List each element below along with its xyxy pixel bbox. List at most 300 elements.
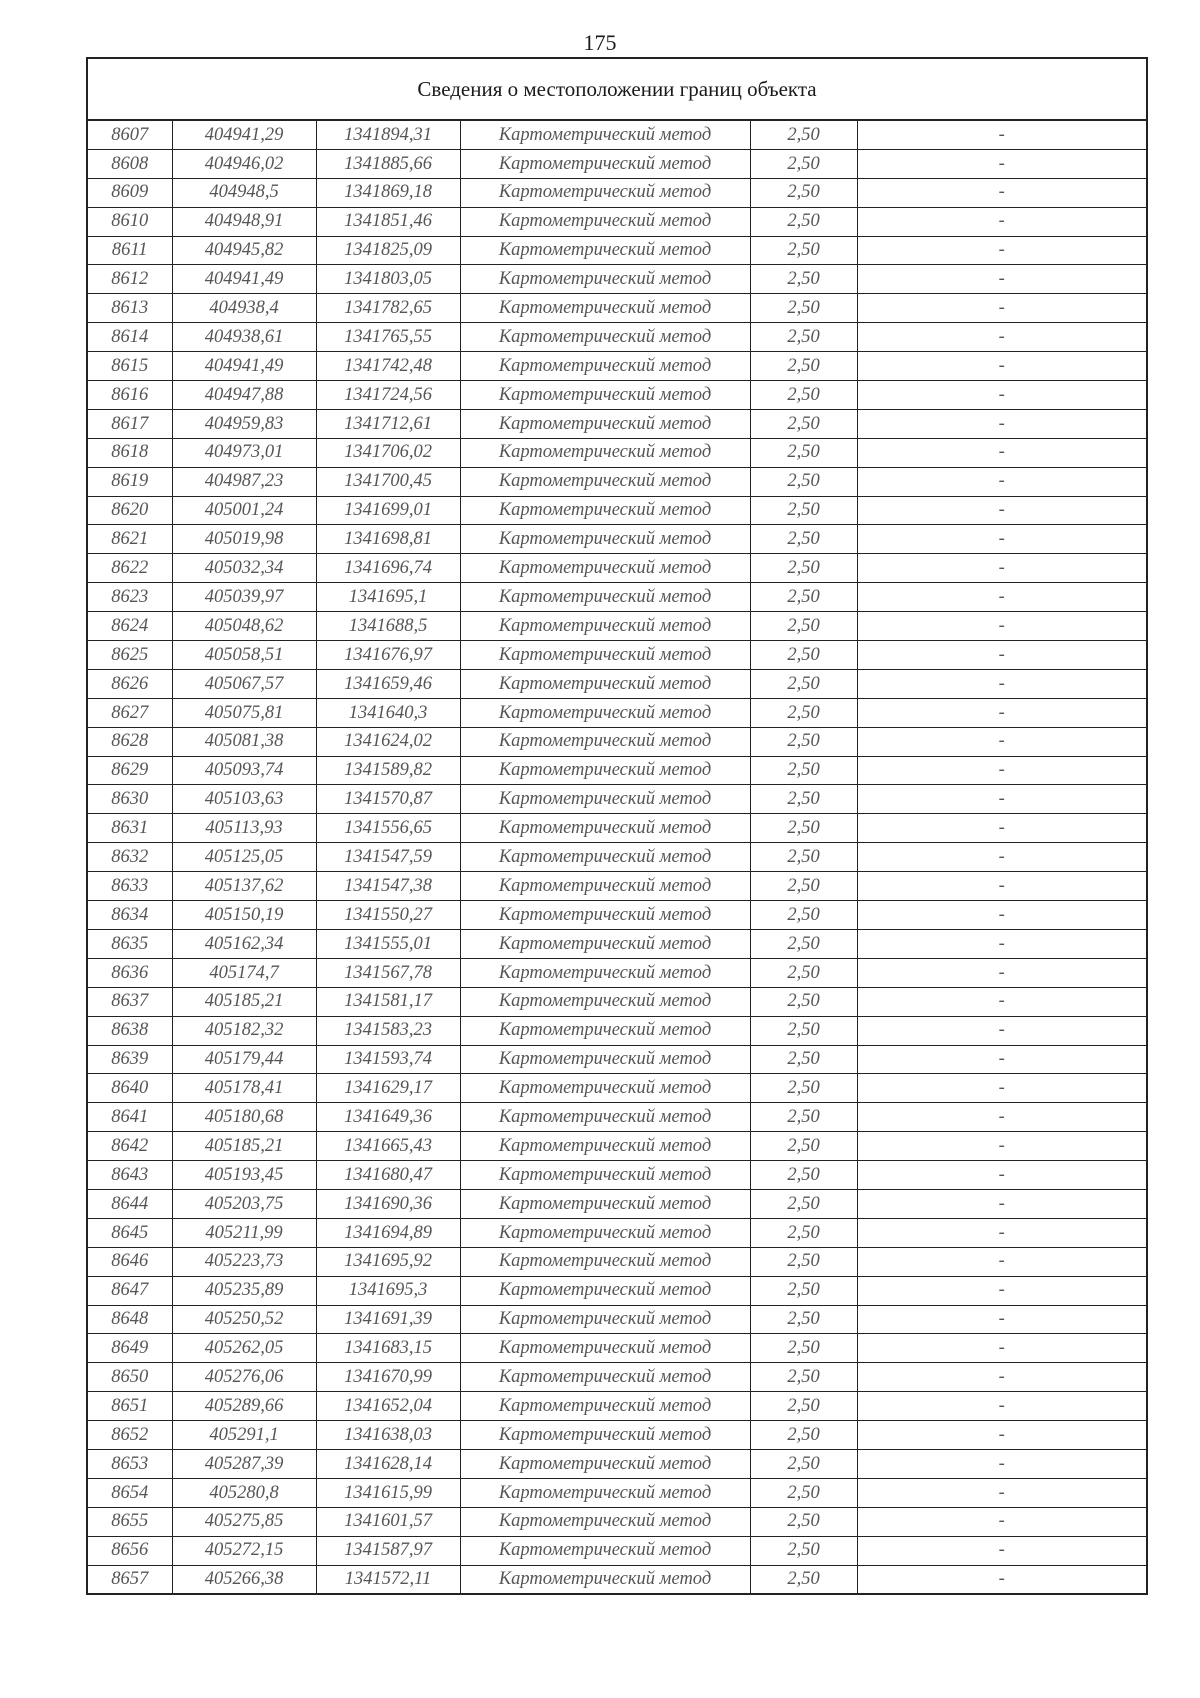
accuracy-cell: 2,50 xyxy=(750,1218,857,1247)
y-coordinate-cell: 1341556,65 xyxy=(316,814,460,843)
x-coordinate-cell: 404946,02 xyxy=(172,149,316,178)
point-number-cell: 8653 xyxy=(88,1449,172,1478)
x-coordinate-cell: 404973,01 xyxy=(172,438,316,467)
point-number-cell: 8636 xyxy=(88,958,172,987)
x-coordinate-cell: 405075,81 xyxy=(172,698,316,727)
point-number-cell: 8635 xyxy=(88,929,172,958)
point-number-cell: 8611 xyxy=(88,236,172,265)
method-cell: Картометрический метод xyxy=(460,554,750,583)
point-number-cell: 8617 xyxy=(88,409,172,438)
table-row xyxy=(88,467,1146,496)
method-cell: Картометрический метод xyxy=(460,1218,750,1247)
method-cell: Картометрический метод xyxy=(460,178,750,207)
x-coordinate-cell: 405262,05 xyxy=(172,1334,316,1363)
description-cell: - xyxy=(857,409,1146,438)
accuracy-cell: 2,50 xyxy=(750,1074,857,1103)
x-coordinate-cell: 405185,21 xyxy=(172,1132,316,1161)
point-number-cell: 8632 xyxy=(88,843,172,872)
y-coordinate-cell: 1341629,17 xyxy=(316,1074,460,1103)
point-number-cell: 8608 xyxy=(88,149,172,178)
x-coordinate-cell: 405093,74 xyxy=(172,756,316,785)
table-row xyxy=(88,785,1146,814)
description-cell: - xyxy=(857,236,1146,265)
point-number-cell: 8657 xyxy=(88,1565,172,1593)
y-coordinate-cell: 1341782,65 xyxy=(316,294,460,323)
point-number-cell: 8610 xyxy=(88,207,172,236)
table-row xyxy=(88,901,1146,930)
description-cell: - xyxy=(857,178,1146,207)
y-coordinate-cell: 1341869,18 xyxy=(316,178,460,207)
x-coordinate-cell: 405180,68 xyxy=(172,1103,316,1132)
method-cell: Картометрический метод xyxy=(460,1276,750,1305)
method-cell: Картометрический метод xyxy=(460,294,750,323)
table-row xyxy=(88,381,1146,410)
method-cell: Картометрический метод xyxy=(460,265,750,294)
x-coordinate-cell: 405250,52 xyxy=(172,1305,316,1334)
description-cell: - xyxy=(857,352,1146,381)
point-number-cell: 8637 xyxy=(88,987,172,1016)
y-coordinate-cell: 1341851,46 xyxy=(316,207,460,236)
accuracy-cell: 2,50 xyxy=(750,814,857,843)
x-coordinate-cell: 405185,21 xyxy=(172,987,316,1016)
accuracy-cell: 2,50 xyxy=(750,1161,857,1190)
description-cell: - xyxy=(857,1392,1146,1421)
point-number-cell: 8628 xyxy=(88,727,172,756)
table-row xyxy=(88,1074,1146,1103)
description-cell: - xyxy=(857,1074,1146,1103)
method-cell: Картометрический метод xyxy=(460,669,750,698)
point-number-cell: 8630 xyxy=(88,785,172,814)
table-row xyxy=(88,958,1146,987)
y-coordinate-cell: 1341680,47 xyxy=(316,1161,460,1190)
accuracy-cell: 2,50 xyxy=(750,1449,857,1478)
point-number-cell: 8655 xyxy=(88,1507,172,1536)
method-cell: Картометрический метод xyxy=(460,323,750,352)
point-number-cell: 8648 xyxy=(88,1305,172,1334)
accuracy-cell: 2,50 xyxy=(750,756,857,785)
accuracy-cell: 2,50 xyxy=(750,1565,857,1593)
y-coordinate-cell: 1341670,99 xyxy=(316,1363,460,1392)
method-cell: Картометрический метод xyxy=(460,207,750,236)
table-row xyxy=(88,525,1146,554)
x-coordinate-cell: 405266,38 xyxy=(172,1565,316,1593)
y-coordinate-cell: 1341593,74 xyxy=(316,1045,460,1074)
y-coordinate-cell: 1341885,66 xyxy=(316,149,460,178)
accuracy-cell: 2,50 xyxy=(750,438,857,467)
description-cell: - xyxy=(857,1247,1146,1276)
x-coordinate-cell: 404945,82 xyxy=(172,236,316,265)
boundary-table-frame xyxy=(86,57,1148,1595)
x-coordinate-cell: 405203,75 xyxy=(172,1189,316,1218)
x-coordinate-cell: 405032,34 xyxy=(172,554,316,583)
table-row xyxy=(88,265,1146,294)
accuracy-cell: 2,50 xyxy=(750,236,857,265)
x-coordinate-cell: 405001,24 xyxy=(172,496,316,525)
accuracy-cell: 2,50 xyxy=(750,727,857,756)
y-coordinate-cell: 1341724,56 xyxy=(316,381,460,410)
description-cell: - xyxy=(857,1016,1146,1045)
y-coordinate-cell: 1341690,36 xyxy=(316,1189,460,1218)
accuracy-cell: 2,50 xyxy=(750,121,857,149)
y-coordinate-cell: 1341698,81 xyxy=(316,525,460,554)
accuracy-cell: 2,50 xyxy=(750,294,857,323)
method-cell: Картометрический метод xyxy=(460,641,750,670)
table-row xyxy=(88,323,1146,352)
description-cell: - xyxy=(857,1478,1146,1507)
point-number-cell: 8609 xyxy=(88,178,172,207)
x-coordinate-cell: 405182,32 xyxy=(172,1016,316,1045)
method-cell: Картометрический метод xyxy=(460,438,750,467)
description-cell: - xyxy=(857,1421,1146,1450)
accuracy-cell: 2,50 xyxy=(750,1392,857,1421)
accuracy-cell: 2,50 xyxy=(750,1536,857,1565)
y-coordinate-cell: 1341695,1 xyxy=(316,583,460,612)
table-row xyxy=(88,1392,1146,1421)
method-cell: Картометрический метод xyxy=(460,149,750,178)
y-coordinate-cell: 1341695,92 xyxy=(316,1247,460,1276)
x-coordinate-cell: 404948,91 xyxy=(172,207,316,236)
table-row xyxy=(88,929,1146,958)
accuracy-cell: 2,50 xyxy=(750,1045,857,1074)
x-coordinate-cell: 405058,51 xyxy=(172,641,316,670)
point-number-cell: 8646 xyxy=(88,1247,172,1276)
description-cell: - xyxy=(857,1132,1146,1161)
accuracy-cell: 2,50 xyxy=(750,409,857,438)
description-cell: - xyxy=(857,987,1146,1016)
point-number-cell: 8622 xyxy=(88,554,172,583)
table-row xyxy=(88,1132,1146,1161)
accuracy-cell: 2,50 xyxy=(750,1334,857,1363)
accuracy-cell: 2,50 xyxy=(750,178,857,207)
page-number: 175 xyxy=(583,30,617,55)
table-row xyxy=(88,727,1146,756)
method-cell: Картометрический метод xyxy=(460,929,750,958)
y-coordinate-cell: 1341638,03 xyxy=(316,1421,460,1450)
description-cell: - xyxy=(857,756,1146,785)
method-cell: Картометрический метод xyxy=(460,727,750,756)
point-number-cell: 8620 xyxy=(88,496,172,525)
method-cell: Картометрический метод xyxy=(460,1334,750,1363)
method-cell: Картометрический метод xyxy=(460,525,750,554)
table-row xyxy=(88,872,1146,901)
description-cell: - xyxy=(857,583,1146,612)
x-coordinate-cell: 405081,38 xyxy=(172,727,316,756)
table-row xyxy=(88,669,1146,698)
table-row xyxy=(88,149,1146,178)
table-row xyxy=(88,814,1146,843)
description-cell: - xyxy=(857,901,1146,930)
table-row xyxy=(88,352,1146,381)
y-coordinate-cell: 1341659,46 xyxy=(316,669,460,698)
section-title: Сведения о местоположении границ объекта xyxy=(88,59,1146,121)
table-row xyxy=(88,1305,1146,1334)
method-cell: Картометрический метод xyxy=(460,583,750,612)
x-coordinate-cell: 405235,89 xyxy=(172,1276,316,1305)
method-cell: Картометрический метод xyxy=(460,1536,750,1565)
accuracy-cell: 2,50 xyxy=(750,1305,857,1334)
description-cell: - xyxy=(857,641,1146,670)
table-row xyxy=(88,121,1146,149)
description-cell: - xyxy=(857,1507,1146,1536)
y-coordinate-cell: 1341601,57 xyxy=(316,1507,460,1536)
x-coordinate-cell: 405193,45 xyxy=(172,1161,316,1190)
table-row xyxy=(88,1507,1146,1536)
method-cell: Картометрический метод xyxy=(460,1132,750,1161)
x-coordinate-cell: 404938,61 xyxy=(172,323,316,352)
method-cell: Картометрический метод xyxy=(460,1392,750,1421)
accuracy-cell: 2,50 xyxy=(750,323,857,352)
method-cell: Картометрический метод xyxy=(460,1478,750,1507)
y-coordinate-cell: 1341555,01 xyxy=(316,929,460,958)
table-row xyxy=(88,207,1146,236)
accuracy-cell: 2,50 xyxy=(750,265,857,294)
y-coordinate-cell: 1341587,97 xyxy=(316,1536,460,1565)
accuracy-cell: 2,50 xyxy=(750,1363,857,1392)
description-cell: - xyxy=(857,785,1146,814)
method-cell: Картометрический метод xyxy=(460,1449,750,1478)
x-coordinate-cell: 405162,34 xyxy=(172,929,316,958)
x-coordinate-cell: 405067,57 xyxy=(172,669,316,698)
y-coordinate-cell: 1341547,38 xyxy=(316,872,460,901)
description-cell: - xyxy=(857,1565,1146,1593)
table-row xyxy=(88,1478,1146,1507)
point-number-cell: 8607 xyxy=(88,121,172,149)
x-coordinate-cell: 405272,15 xyxy=(172,1536,316,1565)
y-coordinate-cell: 1341683,15 xyxy=(316,1334,460,1363)
point-number-cell: 8651 xyxy=(88,1392,172,1421)
point-number-cell: 8643 xyxy=(88,1161,172,1190)
x-coordinate-cell: 405113,93 xyxy=(172,814,316,843)
y-coordinate-cell: 1341894,31 xyxy=(316,121,460,149)
accuracy-cell: 2,50 xyxy=(750,1276,857,1305)
x-coordinate-cell: 405280,8 xyxy=(172,1478,316,1507)
method-cell: Картометрический метод xyxy=(460,958,750,987)
description-cell: - xyxy=(857,698,1146,727)
point-number-cell: 8614 xyxy=(88,323,172,352)
point-number-cell: 8629 xyxy=(88,756,172,785)
table-row xyxy=(88,496,1146,525)
description-cell: - xyxy=(857,1363,1146,1392)
description-cell: - xyxy=(857,843,1146,872)
description-cell: - xyxy=(857,294,1146,323)
accuracy-cell: 2,50 xyxy=(750,1132,857,1161)
description-cell: - xyxy=(857,1161,1146,1190)
accuracy-cell: 2,50 xyxy=(750,901,857,930)
table-row xyxy=(88,641,1146,670)
y-coordinate-cell: 1341691,39 xyxy=(316,1305,460,1334)
accuracy-cell: 2,50 xyxy=(750,785,857,814)
x-coordinate-cell: 405178,41 xyxy=(172,1074,316,1103)
y-coordinate-cell: 1341742,48 xyxy=(316,352,460,381)
accuracy-cell: 2,50 xyxy=(750,149,857,178)
y-coordinate-cell: 1341765,55 xyxy=(316,323,460,352)
description-cell: - xyxy=(857,121,1146,149)
point-number-cell: 8633 xyxy=(88,872,172,901)
description-cell: - xyxy=(857,1045,1146,1074)
method-cell: Картометрический метод xyxy=(460,236,750,265)
description-cell: - xyxy=(857,814,1146,843)
description-cell: - xyxy=(857,149,1146,178)
description-cell: - xyxy=(857,929,1146,958)
table-row xyxy=(88,236,1146,265)
y-coordinate-cell: 1341547,59 xyxy=(316,843,460,872)
x-coordinate-cell: 404941,29 xyxy=(172,121,316,149)
accuracy-cell: 2,50 xyxy=(750,929,857,958)
description-cell: - xyxy=(857,727,1146,756)
point-number-cell: 8615 xyxy=(88,352,172,381)
method-cell: Картометрический метод xyxy=(460,843,750,872)
method-cell: Картометрический метод xyxy=(460,121,750,149)
description-cell: - xyxy=(857,438,1146,467)
y-coordinate-cell: 1341589,82 xyxy=(316,756,460,785)
description-cell: - xyxy=(857,1103,1146,1132)
description-cell: - xyxy=(857,496,1146,525)
y-coordinate-cell: 1341694,89 xyxy=(316,1218,460,1247)
point-number-cell: 8625 xyxy=(88,641,172,670)
point-number-cell: 8624 xyxy=(88,612,172,641)
description-cell: - xyxy=(857,1449,1146,1478)
method-cell: Картометрический метод xyxy=(460,785,750,814)
accuracy-cell: 2,50 xyxy=(750,958,857,987)
point-number-cell: 8631 xyxy=(88,814,172,843)
point-number-cell: 8639 xyxy=(88,1045,172,1074)
y-coordinate-cell: 1341572,11 xyxy=(316,1565,460,1593)
x-coordinate-cell: 405275,85 xyxy=(172,1507,316,1536)
accuracy-cell: 2,50 xyxy=(750,698,857,727)
x-coordinate-cell: 405048,62 xyxy=(172,612,316,641)
y-coordinate-cell: 1341550,27 xyxy=(316,901,460,930)
point-number-cell: 8647 xyxy=(88,1276,172,1305)
table-row xyxy=(88,294,1146,323)
table-row xyxy=(88,1189,1146,1218)
accuracy-cell: 2,50 xyxy=(750,207,857,236)
accuracy-cell: 2,50 xyxy=(750,669,857,698)
point-number-cell: 8641 xyxy=(88,1103,172,1132)
x-coordinate-cell: 405125,05 xyxy=(172,843,316,872)
x-coordinate-cell: 405150,19 xyxy=(172,901,316,930)
table-row xyxy=(88,1276,1146,1305)
accuracy-cell: 2,50 xyxy=(750,612,857,641)
point-number-cell: 8623 xyxy=(88,583,172,612)
accuracy-cell: 2,50 xyxy=(750,872,857,901)
method-cell: Картометрический метод xyxy=(460,1189,750,1218)
method-cell: Картометрический метод xyxy=(460,1247,750,1276)
point-number-cell: 8649 xyxy=(88,1334,172,1363)
point-number-cell: 8638 xyxy=(88,1016,172,1045)
y-coordinate-cell: 1341706,02 xyxy=(316,438,460,467)
description-cell: - xyxy=(857,872,1146,901)
method-cell: Картометрический метод xyxy=(460,987,750,1016)
y-coordinate-cell: 1341615,99 xyxy=(316,1478,460,1507)
y-coordinate-cell: 1341652,04 xyxy=(316,1392,460,1421)
point-number-cell: 8613 xyxy=(88,294,172,323)
description-cell: - xyxy=(857,525,1146,554)
y-coordinate-cell: 1341803,05 xyxy=(316,265,460,294)
table-row xyxy=(88,1161,1146,1190)
y-coordinate-cell: 1341825,09 xyxy=(316,236,460,265)
x-coordinate-cell: 405179,44 xyxy=(172,1045,316,1074)
x-coordinate-cell: 405103,63 xyxy=(172,785,316,814)
accuracy-cell: 2,50 xyxy=(750,554,857,583)
y-coordinate-cell: 1341696,74 xyxy=(316,554,460,583)
y-coordinate-cell: 1341699,01 xyxy=(316,496,460,525)
method-cell: Картометрический метод xyxy=(460,756,750,785)
table-row xyxy=(88,438,1146,467)
method-cell: Картометрический метод xyxy=(460,814,750,843)
y-coordinate-cell: 1341624,02 xyxy=(316,727,460,756)
method-cell: Картометрический метод xyxy=(460,409,750,438)
point-number-cell: 8612 xyxy=(88,265,172,294)
x-coordinate-cell: 405019,98 xyxy=(172,525,316,554)
point-number-cell: 8640 xyxy=(88,1074,172,1103)
accuracy-cell: 2,50 xyxy=(750,525,857,554)
method-cell: Картометрический метод xyxy=(460,1016,750,1045)
method-cell: Картометрический метод xyxy=(460,1421,750,1450)
point-number-cell: 8616 xyxy=(88,381,172,410)
y-coordinate-cell: 1341700,45 xyxy=(316,467,460,496)
table-row xyxy=(88,1045,1146,1074)
x-coordinate-cell: 404947,88 xyxy=(172,381,316,410)
x-coordinate-cell: 405039,97 xyxy=(172,583,316,612)
point-number-cell: 8627 xyxy=(88,698,172,727)
point-number-cell: 8650 xyxy=(88,1363,172,1392)
description-cell: - xyxy=(857,1276,1146,1305)
table-row xyxy=(88,409,1146,438)
description-cell: - xyxy=(857,669,1146,698)
table-row xyxy=(88,1016,1146,1045)
table-row xyxy=(88,1536,1146,1565)
method-cell: Картометрический метод xyxy=(460,1074,750,1103)
point-number-cell: 8645 xyxy=(88,1218,172,1247)
y-coordinate-cell: 1341712,61 xyxy=(316,409,460,438)
x-coordinate-cell: 405211,99 xyxy=(172,1218,316,1247)
point-number-cell: 8621 xyxy=(88,525,172,554)
description-cell: - xyxy=(857,207,1146,236)
x-coordinate-cell: 405289,66 xyxy=(172,1392,316,1421)
point-number-cell: 8654 xyxy=(88,1478,172,1507)
description-cell: - xyxy=(857,323,1146,352)
method-cell: Картометрический метод xyxy=(460,612,750,641)
method-cell: Картометрический метод xyxy=(460,1565,750,1593)
description-cell: - xyxy=(857,958,1146,987)
table-row xyxy=(88,1103,1146,1132)
y-coordinate-cell: 1341695,3 xyxy=(316,1276,460,1305)
description-cell: - xyxy=(857,1189,1146,1218)
accuracy-cell: 2,50 xyxy=(750,467,857,496)
y-coordinate-cell: 1341567,78 xyxy=(316,958,460,987)
coordinates-table xyxy=(88,121,1146,1593)
table-row xyxy=(88,698,1146,727)
x-coordinate-cell: 405137,62 xyxy=(172,872,316,901)
table-row xyxy=(88,612,1146,641)
method-cell: Картометрический метод xyxy=(460,1363,750,1392)
x-coordinate-cell: 405287,39 xyxy=(172,1449,316,1478)
accuracy-cell: 2,50 xyxy=(750,352,857,381)
x-coordinate-cell: 404941,49 xyxy=(172,352,316,381)
y-coordinate-cell: 1341640,3 xyxy=(316,698,460,727)
accuracy-cell: 2,50 xyxy=(750,496,857,525)
y-coordinate-cell: 1341570,87 xyxy=(316,785,460,814)
table-row xyxy=(88,583,1146,612)
method-cell: Картометрический метод xyxy=(460,381,750,410)
x-coordinate-cell: 405276,06 xyxy=(172,1363,316,1392)
description-cell: - xyxy=(857,1305,1146,1334)
x-coordinate-cell: 404959,83 xyxy=(172,409,316,438)
y-coordinate-cell: 1341583,23 xyxy=(316,1016,460,1045)
x-coordinate-cell: 405223,73 xyxy=(172,1247,316,1276)
table-row xyxy=(88,987,1146,1016)
x-coordinate-cell: 404948,5 xyxy=(172,178,316,207)
